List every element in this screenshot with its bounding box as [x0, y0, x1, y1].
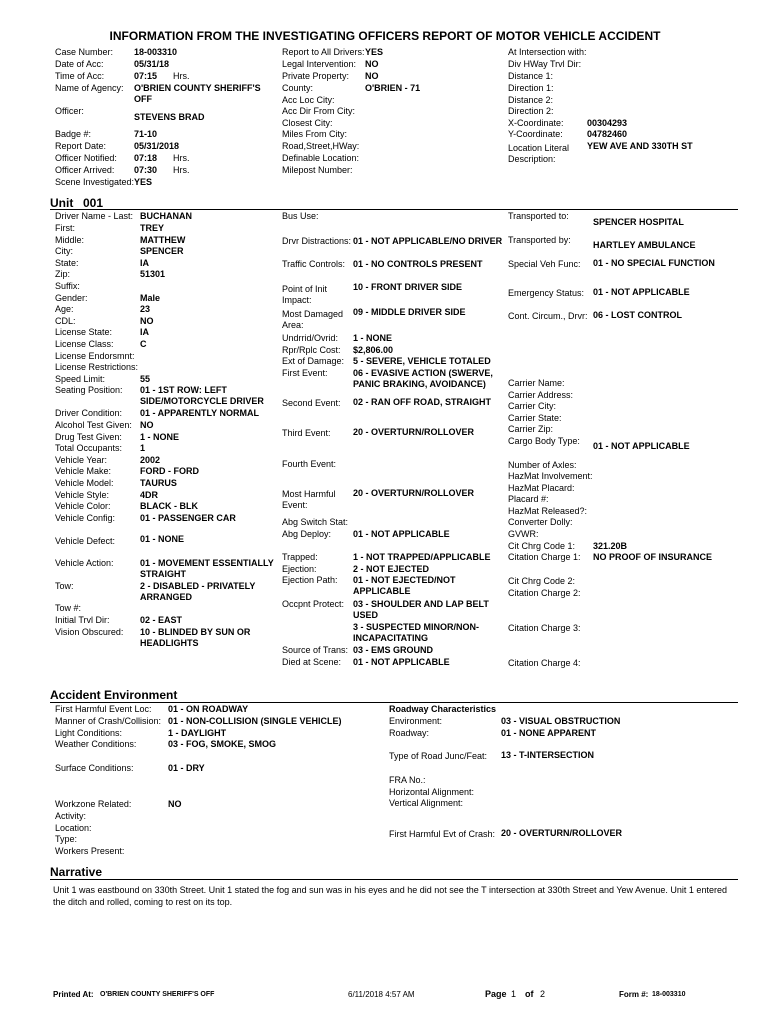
- speed-limit-value: 55: [140, 374, 151, 384]
- cargo-body-type-label: Cargo Body Type:: [508, 436, 580, 446]
- report-all-drivers-value: YES: [365, 47, 384, 57]
- placard-number-label: Placard #:: [508, 494, 549, 504]
- private-property-label: Private Property:: [282, 71, 350, 81]
- second-event-label: Second Event:: [282, 398, 341, 408]
- vehicle-style-value: 4DR: [140, 490, 159, 500]
- description-label: Description:: [508, 154, 556, 164]
- agency-label: Name of Agency:: [55, 83, 124, 93]
- county-label: County:: [282, 83, 314, 93]
- environment-divider: [50, 702, 738, 703]
- carrier-address-label: Carrier Address:: [508, 390, 574, 400]
- initial-trvl-dir-label: Initial Trvl Dir:: [55, 615, 110, 625]
- driver-first-value: TREY: [140, 223, 165, 233]
- undrrid-ovrid-label: Undrrid/Ovrid:: [282, 333, 339, 343]
- location-literal-value: YEW AVE AND 330TH ST: [587, 141, 693, 151]
- license-endorsement-label: License Endorsmnt:: [55, 351, 135, 361]
- unit-number: 001: [83, 196, 104, 210]
- workers-present-label: Workers Present:: [55, 846, 125, 856]
- first-harmful-evt-crash-label: First Harmful Evt of Crash:: [389, 829, 496, 839]
- abg-switch-stat-label: Abg Switch Stat:: [282, 517, 349, 527]
- time-of-acc-label: Time of Acc:: [55, 71, 105, 81]
- legal-intervention-value: NO: [365, 59, 379, 69]
- vehicle-defect-label: Vehicle Defect:: [55, 536, 116, 546]
- x-coordinate-value: 00304293: [587, 118, 628, 128]
- occupant-protect-label: Occpnt Protect:: [282, 599, 345, 609]
- cont-circum-label: Cont. Circum., Drvr:: [508, 311, 588, 321]
- light-conditions-label: Light Conditions:: [55, 728, 123, 738]
- county-value: O'BRIEN - 71: [365, 83, 421, 93]
- seating-position-label: Seating Position:: [55, 385, 123, 395]
- gender-value: Male: [140, 293, 161, 303]
- div-hway-trvl-dir-label: Div HWay Trvl Dir:: [508, 59, 582, 69]
- first-harmful-evt-crash-value: 20 - OVERTURN/ROLLOVER: [501, 828, 623, 838]
- weather-conditions-value: 03 - FOG, SMOKE, SMOG: [168, 739, 277, 749]
- hazmat-placard-label: HazMat Placard:: [508, 483, 575, 493]
- workzone-location-label: Location:: [55, 823, 92, 833]
- total-occupants-label: Total Occupants:: [55, 443, 123, 453]
- vision-obscured-value: 10 - BLINDED BY SUN OR HEADLIGHTS: [140, 627, 251, 648]
- source-of-trans-value: 03 - EMS GROUND: [353, 645, 434, 655]
- ejection-label: Ejection:: [282, 564, 317, 574]
- ejection-path-label: Ejection Path:: [282, 575, 338, 585]
- roadway-value: 01 - NONE APPARENT: [501, 728, 597, 738]
- officer-notified-value: 07:18: [134, 153, 158, 163]
- y-coordinate-value: 04782460: [587, 129, 628, 139]
- page-number: 1: [511, 989, 517, 999]
- cargo-body-type-value: 01 - NOT APPLICABLE: [593, 441, 690, 451]
- manner-of-crash-label: Manner of Crash/Collision:: [55, 716, 162, 726]
- point-of-impact-value: 10 - FRONT DRIVER SIDE: [353, 282, 463, 292]
- distance-1-label: Distance 1:: [508, 71, 554, 81]
- license-restrictions-label: License Restrictions:: [55, 362, 139, 372]
- driver-condition-value: 01 - APPARENTLY NORMAL: [140, 408, 260, 418]
- most-damaged-value: 09 - MIDDLE DRIVER SIDE: [353, 307, 466, 317]
- acc-loc-city-label: Acc Loc City:: [282, 95, 335, 105]
- time-of-acc-suffix: Hrs.: [173, 71, 190, 81]
- most-damaged-label: Most Damaged Area:: [282, 309, 344, 330]
- vehicle-make-value: FORD - FORD: [140, 466, 199, 476]
- most-harmful-event-value: 20 - OVERTURN/ROLLOVER: [353, 488, 475, 498]
- driver-middle-label: Middle:: [55, 235, 85, 245]
- form-number-value: 18-003310: [652, 991, 686, 998]
- workzone-related-label: Workzone Related:: [55, 799, 132, 809]
- report-title: INFORMATION FROM THE INVESTIGATING OFFICERS REPORT OF MOTOR VEHICLE ACCIDENT: [109, 29, 661, 43]
- fra-no-label: FRA No.:: [389, 775, 426, 785]
- driver-zip-value: 51301: [140, 269, 166, 279]
- third-event-value: 20 - OVERTURN/ROLLOVER: [353, 427, 475, 437]
- trapped-value: 1 - NOT TRAPPED/APPLICABLE: [353, 552, 491, 562]
- acc-dir-from-city-label: Acc Dir From City:: [282, 106, 355, 116]
- ext-of-damage-value: 5 - SEVERE, VEHICLE TOTALED: [353, 356, 491, 366]
- unit-heading: Unit: [50, 196, 74, 210]
- license-class-label: License Class:: [55, 339, 114, 349]
- surface-conditions-label: Surface Conditions:: [55, 763, 134, 773]
- ejection-value: 2 - NOT EJECTED: [353, 564, 430, 574]
- page-label: Page: [485, 989, 507, 999]
- cdl-label: CDL:: [55, 316, 76, 326]
- roadway-label: Roadway:: [389, 728, 430, 738]
- print-timestamp: 6/11/2018 4:57 AM: [348, 990, 415, 999]
- vehicle-color-label: Vehicle Color:: [55, 501, 111, 511]
- driver-last-label: Driver Name - Last:: [55, 211, 134, 221]
- abg-deploy-label: Abg Deploy:: [282, 529, 332, 539]
- vehicle-config-value: 01 - PASSENGER CAR: [140, 513, 236, 523]
- trapped-label: Trapped:: [282, 552, 318, 562]
- vertical-alignment-label: Vertical Alignment:: [389, 798, 464, 808]
- cit-chrg-code-1-value: 321.20B: [593, 541, 628, 551]
- vehicle-style-label: Vehicle Style:: [55, 490, 110, 500]
- transported-by-label: Transported by:: [508, 235, 571, 245]
- printed-at-value: O'BRIEN COUNTY SHERIFF'S OFF: [100, 991, 215, 998]
- carrier-zip-label: Carrier Zip:: [508, 424, 554, 434]
- workzone-type-label: Type:: [55, 834, 78, 844]
- manner-of-crash-value: 01 - NON-COLLISION (SINGLE VEHICLE): [168, 716, 342, 726]
- first-harmful-event-loc-label: First Harmful Event Loc:: [55, 704, 152, 714]
- total-occupants-value: 1: [140, 443, 146, 453]
- page-of-label: of: [525, 989, 534, 999]
- officer-arrived-suffix: Hrs.: [173, 165, 190, 175]
- weather-conditions-label: Weather Conditions:: [55, 739, 137, 749]
- license-state-label: License State:: [55, 327, 113, 337]
- citation-charge-4-label: Citation Charge 4:: [508, 658, 581, 668]
- vehicle-defect-value: 01 - NONE: [140, 534, 185, 544]
- speed-limit-label: Speed Limit:: [55, 374, 106, 384]
- driver-zip-label: Zip:: [55, 269, 71, 279]
- vehicle-action-label: Vehicle Action:: [55, 558, 114, 568]
- special-veh-func-label: Special Veh Func:: [508, 259, 581, 269]
- abg-deploy-value: 01 - NOT APPLICABLE: [353, 529, 450, 539]
- road-street-hway-label: Road,Street,HWay:: [282, 141, 360, 151]
- case-number-value: 18-003310: [134, 47, 178, 57]
- road-junc-feat-value: 13 - T-INTERSECTION: [501, 750, 595, 760]
- milepost-number-label: Milepost Number:: [282, 165, 353, 175]
- drvr-distractions-label: Drvr Distractions:: [282, 236, 352, 246]
- gvwr-label: GVWR:: [508, 529, 539, 539]
- time-of-acc-value: 07:15: [134, 71, 158, 81]
- officer-label: Officer:: [55, 106, 84, 116]
- distance-2-label: Distance 2:: [508, 95, 554, 105]
- officer-arrived-value: 07:30: [134, 165, 158, 175]
- seating-position-value: 01 - 1ST ROW: LEFT SIDE/MOTORCYCLE DRIVER: [140, 385, 264, 406]
- tow-value: 2 - DISABLED - PRIVATELY ARRANGED: [140, 581, 256, 602]
- driver-condition-label: Driver Condition:: [55, 408, 123, 418]
- driver-first-label: First:: [55, 223, 75, 233]
- age-label: Age:: [55, 304, 74, 314]
- direction-2-label: Direction 2:: [508, 106, 554, 116]
- vehicle-color-value: BLACK - BLK: [140, 501, 198, 511]
- driver-state-value: IA: [140, 258, 149, 268]
- age-value: 23: [140, 304, 151, 314]
- officer-value: STEVENS BRAD: [134, 112, 205, 122]
- agency-value: O'BRIEN COUNTY SHERIFF'S OFF: [134, 83, 261, 104]
- tow-label: Tow:: [55, 581, 74, 591]
- driver-city-label: City:: [55, 246, 73, 256]
- ejection-path-value: 01 - NOT EJECTED/NOT APPLICABLE: [353, 575, 456, 596]
- ext-of-damage-label: Ext of Damage:: [282, 356, 345, 366]
- narrative-heading: Narrative: [50, 865, 103, 879]
- hazmat-released-label: HazMat Released?:: [508, 506, 588, 516]
- y-coordinate-label: Y-Coordinate:: [508, 129, 563, 139]
- alcohol-test-value: NO: [140, 420, 154, 430]
- carrier-name-label: Carrier Name:: [508, 378, 565, 388]
- initial-trvl-dir-value: 02 - EAST: [140, 615, 183, 625]
- form-number-label: Form #:: [619, 990, 649, 999]
- converter-dolly-label: Converter Dolly:: [508, 517, 573, 527]
- workzone-activity-label: Activity:: [55, 811, 87, 821]
- driver-middle-value: MATTHEW: [140, 235, 186, 245]
- undrrid-ovrid-value: 1 - NONE: [353, 333, 393, 343]
- driver-state-label: State:: [55, 258, 79, 268]
- report-date-value: 05/31/2018: [134, 141, 180, 151]
- vehicle-action-value: 01 - MOVEMENT ESSENTIALLY STRAIGHT: [140, 558, 274, 579]
- first-harmful-event-loc-value: 01 - ON ROADWAY: [168, 704, 249, 714]
- repair-cost-label: Rpr/Rplc Cost:: [282, 345, 341, 355]
- vehicle-year-label: Vehicle Year:: [55, 455, 108, 465]
- miles-from-city-label: Miles From City:: [282, 129, 347, 139]
- badge-label: Badge #:: [55, 129, 92, 139]
- third-event-label: Third Event:: [282, 428, 331, 438]
- driver-last-value: BUCHANAN: [140, 211, 192, 221]
- traffic-controls-value: 01 - NO CONTROLS PRESENT: [353, 259, 483, 269]
- vision-obscured-label: Vision Obscured:: [55, 627, 124, 637]
- tow-number-label: Tow #:: [55, 603, 82, 613]
- vehicle-model-value: TAURUS: [140, 478, 177, 488]
- point-of-impact-label: Point of Init Impact:: [282, 284, 328, 305]
- driver-suffix-label: Suffix:: [55, 281, 80, 291]
- first-event-label: First Event:: [282, 368, 328, 378]
- x-coordinate-label: X-Coordinate:: [508, 118, 564, 128]
- citation-charge-1-label: Citation Charge 1:: [508, 552, 581, 562]
- vehicle-year-value: 2002: [140, 455, 161, 465]
- scene-investigated-label: Scene Investigated:: [55, 177, 135, 187]
- badge-value: 71-10: [134, 129, 158, 139]
- scene-investigated-value: YES: [134, 177, 153, 187]
- driver-city-value: SPENCER: [140, 246, 184, 256]
- narrative-text: Unit 1 was eastbound on 330th Street. Unit 1 stated the fog and sun was in his eyes and he did not see the T intersection at 330th Street and Yew Avenue. Unit 1 entered the ditch and rolled, coming to rest on its top.: [53, 885, 727, 907]
- vehicle-model-label: Vehicle Model:: [55, 478, 114, 488]
- case-number-label: Case Number:: [55, 47, 114, 57]
- environment-heading: Accident Environment: [50, 688, 178, 702]
- transported-to-label: Transported to:: [508, 211, 569, 221]
- officer-arrived-label: Officer Arrived:: [55, 165, 115, 175]
- date-of-acc-value: 05/31/18: [134, 59, 170, 69]
- source-of-trans-label: Source of Trans:: [282, 645, 349, 655]
- injury-severity-value: 3 - SUSPECTED MINOR/NON-INCAPACITATING: [353, 622, 480, 643]
- cdl-value: NO: [140, 316, 154, 326]
- legal-intervention-label: Legal Intervention:: [282, 59, 357, 69]
- narrative-divider: [50, 879, 738, 880]
- unit-divider: [50, 209, 738, 210]
- number-of-axles-label: Number of Axles:: [508, 460, 577, 470]
- road-junc-feat-label: Type of Road Junc/Feat:: [389, 751, 488, 761]
- report-all-drivers-label: Report to All Drivers:: [282, 47, 365, 57]
- alcohol-test-label: Alcohol Test Given:: [55, 420, 132, 430]
- cit-chrg-code-2-label: Cit Chrg Code 2:: [508, 576, 576, 586]
- surface-conditions-value: 01 - DRY: [168, 763, 205, 773]
- direction-1-label: Direction 1:: [508, 83, 554, 93]
- transported-by-value: HARTLEY AMBULANCE: [593, 240, 696, 250]
- bus-use-label: Bus Use:: [282, 211, 319, 221]
- location-literal-label: Location Literal: [508, 143, 570, 153]
- drug-test-label: Drug Test Given:: [55, 432, 122, 442]
- definable-location-label: Definable Location:: [282, 153, 360, 163]
- license-class-value: C: [140, 339, 147, 349]
- light-conditions-value: 1 - DAYLIGHT: [168, 728, 227, 738]
- closest-city-label: Closest City:: [282, 118, 333, 128]
- first-event-value: 06 - EVASIVE ACTION (SWERVE, PANIC BRAKING, AVOIDANCE): [353, 368, 493, 389]
- cont-circum-value: 06 - LOST CONTROL: [593, 310, 683, 320]
- vehicle-make-label: Vehicle Make:: [55, 466, 112, 476]
- officer-notified-suffix: Hrs.: [173, 153, 190, 163]
- road-environment-label: Environment:: [389, 716, 443, 726]
- carrier-city-label: Carrier City:: [508, 401, 557, 411]
- private-property-value: NO: [365, 71, 379, 81]
- at-intersection-label: At Intersection with:: [508, 47, 587, 57]
- officer-notified-label: Officer Notified:: [55, 153, 117, 163]
- cit-chrg-code-1-label: Cit Chrg Code 1:: [508, 541, 576, 551]
- hazmat-involvement-label: HazMat Involvement:: [508, 471, 593, 481]
- vehicle-config-label: Vehicle Config:: [55, 513, 116, 523]
- citation-charge-2-label: Citation Charge 2:: [508, 588, 581, 598]
- second-event-value: 02 - RAN OFF ROAD, STRAIGHT: [353, 397, 492, 407]
- page-total: 2: [540, 989, 546, 999]
- horizontal-alignment-label: Horizontal Alignment:: [389, 787, 475, 797]
- printed-at-label: Printed At:: [53, 990, 94, 999]
- workzone-related-value: NO: [168, 799, 182, 809]
- most-harmful-event-label: Most Harmful Event:: [282, 489, 336, 510]
- drug-test-value: 1 - NONE: [140, 432, 180, 442]
- emergency-status-value: 01 - NOT APPLICABLE: [593, 287, 690, 297]
- transported-to-value: SPENCER HOSPITAL: [593, 217, 684, 227]
- citation-charge-1-value: NO PROOF OF INSURANCE: [593, 552, 713, 562]
- date-of-acc-label: Date of Acc:: [55, 59, 104, 69]
- special-veh-func-value: 01 - NO SPECIAL FUNCTION: [593, 258, 715, 268]
- repair-cost-value: $2,806.00: [353, 345, 394, 355]
- license-state-value: IA: [140, 327, 149, 337]
- emergency-status-label: Emergency Status:: [508, 288, 585, 298]
- died-at-scene-value: 01 - NOT APPLICABLE: [353, 657, 450, 667]
- fourth-event-label: Fourth Event:: [282, 459, 337, 469]
- road-environment-value: 03 - VISUAL OBSTRUCTION: [501, 716, 621, 726]
- roadway-characteristics-heading: Roadway Characteristics: [389, 704, 497, 714]
- died-at-scene-label: Died at Scene:: [282, 657, 342, 667]
- report-date-label: Report Date:: [55, 141, 107, 151]
- gender-label: Gender:: [55, 293, 88, 303]
- traffic-controls-label: Traffic Controls:: [282, 259, 346, 269]
- drvr-distractions-value: 01 - NOT APPLICABLE/NO DRIVER: [353, 236, 503, 246]
- carrier-state-label: Carrier State:: [508, 413, 562, 423]
- citation-charge-3-label: Citation Charge 3:: [508, 623, 581, 633]
- occupant-protect-value: 03 - SHOULDER AND LAP BELT USED: [353, 599, 489, 620]
